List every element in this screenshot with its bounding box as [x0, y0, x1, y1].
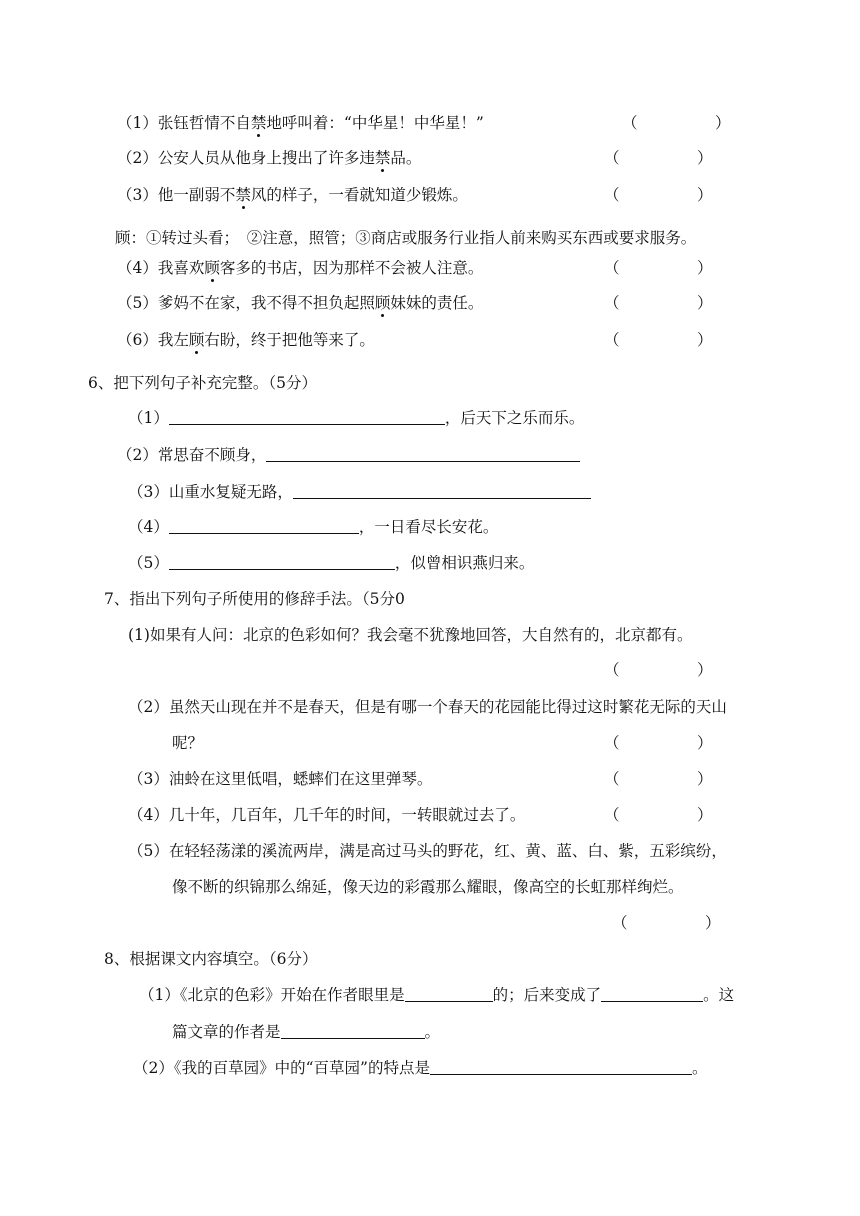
q6-item-4-number: （4） — [128, 518, 169, 536]
q7-item-3-answer[interactable]: （ ） — [604, 770, 713, 788]
q8-item-2-text-a: （2）《我的百草园》中的“百草园”的特点是 — [133, 1059, 430, 1077]
q8-item-1-text-c: 。这 — [703, 986, 735, 1004]
q7-item-5-line-1: （5）在轻轻荡漾的溪流两岸，满是高过马头的野花，红、黄、蓝、白、紫，五彩缤纷， — [128, 842, 727, 860]
q5-item-5-key: 顾 — [374, 294, 391, 312]
q5-item-2-answer[interactable]: （ ） — [604, 149, 713, 167]
q5-item-1 — [117, 113, 484, 133]
q7-title: 7、指出下列句子所使用的修辞手法。（5分0 — [104, 590, 405, 608]
q5-item-6-answer[interactable]: （ ） — [604, 331, 713, 349]
q5-item-5-answer[interactable]: （ ） — [604, 294, 713, 312]
q5-item-6-post: 右盼，终于把他等来了。 — [204, 331, 375, 349]
q5-item-1-key: 禁 — [250, 114, 267, 132]
q5-item-6 — [117, 330, 375, 350]
q8-item-2-blank[interactable] — [430, 1058, 692, 1075]
q5-item-2 — [117, 148, 421, 168]
q5-item-2-post: 品。 — [390, 149, 422, 167]
q6-item-1-text: ，后天下之乐而乐。 — [444, 409, 585, 427]
q7-item-4-answer[interactable]: （ ） — [604, 806, 713, 824]
q8-item-1-text-a: （1）《北京的色彩》开始在作者眼里是 — [139, 986, 405, 1004]
q7-item-4: （4）几十年，几百年，几千年的时间，一转眼就过去了。 — [128, 806, 526, 824]
q8-item-1-text-b: 的；后来变成了 — [492, 986, 602, 1004]
gu-definition: 顾：①转过头看； ②注意，照管；③商店或服务行业指人前来购买东西或要求服务。 — [115, 229, 697, 247]
q6-item-3-blank[interactable] — [293, 482, 591, 499]
q5-item-1-post: 地呼叫着：“中华星！中华星！” — [266, 114, 484, 132]
q8-item-1-blank-3[interactable] — [281, 1022, 425, 1039]
q7-item-2-line-2: 呢？ — [172, 734, 204, 752]
q7-item-2-line-1: （2）虽然天山现在并不是春天，但是有哪一个春天的花园能比得过这时繁花无际的天山 — [128, 698, 727, 716]
q8-item-1-blank-1[interactable] — [405, 985, 493, 1002]
q6-item-2 — [117, 445, 580, 465]
q5-item-3-pre: （3）他一副弱不 — [117, 186, 236, 204]
q5-item-5-post: 妹妹的责任。 — [390, 294, 484, 312]
q5-item-4 — [117, 258, 483, 278]
q8-item-2 — [133, 1058, 707, 1078]
q7-item-2-answer[interactable]: （ ） — [604, 734, 713, 752]
q5-item-4-answer[interactable]: （ ） — [604, 259, 713, 277]
q8-item-1-blank-2[interactable] — [601, 985, 703, 1002]
q6-item-1-number: （1） — [128, 409, 169, 427]
q7-item-5-answer[interactable]: （ ） — [612, 914, 721, 932]
q5-item-6-key: 顾 — [188, 331, 205, 349]
q5-item-3-answer[interactable]: （ ） — [604, 186, 713, 204]
q5-item-2-pre: （2）公安人员从他身上搜出了许多违 — [117, 149, 375, 167]
q6-item-4 — [128, 517, 498, 537]
q5-item-4-key: 顾 — [204, 259, 220, 277]
q5-item-2-key: 禁 — [374, 149, 391, 167]
q8-item-1-line-1 — [139, 985, 734, 1005]
q8-item-2-text-b: 。 — [691, 1059, 708, 1077]
q6-item-1 — [128, 408, 584, 428]
q8-item-1-text-d: 篇文章的作者是 — [172, 1023, 281, 1041]
q5-item-6-pre: （6）我左 — [117, 331, 189, 349]
q5-item-3 — [117, 185, 468, 205]
q5-item-3-post: 风的样子，一看就知道少锻炼。 — [250, 186, 468, 204]
q7-item-1-answer[interactable]: （ ） — [604, 661, 713, 679]
q6-item-5-text: ，似曾相识燕归来。 — [394, 554, 535, 572]
q6-item-4-blank[interactable] — [169, 517, 359, 534]
q8-item-1-line-2 — [172, 1022, 440, 1042]
q5-item-4-pre: （4）我喜欢 — [117, 259, 205, 277]
q6-title: 6、把下列句子补充完整。（5分） — [88, 374, 317, 392]
q5-item-5 — [117, 293, 483, 313]
q5-item-5-pre: （5）爹妈不在家，我不得不担负起照 — [117, 294, 375, 312]
q6-item-5 — [128, 553, 534, 573]
q6-item-5-blank[interactable] — [169, 553, 395, 570]
q6-item-2-blank[interactable] — [266, 445, 580, 462]
q6-item-5-number: （5） — [128, 554, 169, 572]
q6-item-3-text: （3）山重水复疑无路， — [128, 483, 293, 501]
q8-item-1-text-e: 。 — [424, 1023, 441, 1041]
q6-item-2-text: （2）常思奋不顾身， — [117, 446, 267, 464]
q7-item-5-line-2: 像不断的织锦那么绵延，像天边的彩霞那么耀眼，像高空的长虹那样绚烂。 — [172, 878, 684, 896]
q5-item-1-answer[interactable]: （ ） — [622, 114, 731, 132]
q6-item-3 — [128, 482, 591, 502]
q7-item-1: (1)如果有人问：北京的色彩如何？我会毫不犹豫地回答，大自然有的，北京都有。 — [128, 626, 693, 644]
q5-item-3-key: 禁 — [235, 186, 251, 204]
q6-item-4-text: ，一日看尽长安花。 — [358, 518, 499, 536]
q6-item-1-blank[interactable] — [169, 408, 445, 425]
q5-item-4-post: 客多的书店，因为那样不会被人注意。 — [219, 259, 484, 277]
q5-item-1-pre: （1）张钰哲情不自 — [117, 114, 251, 132]
q7-item-3: （3）油蛉在这里低唱，蟋蟀们在这里弹琴。 — [128, 770, 433, 788]
q8-title: 8、根据课文内容填空。（6分） — [104, 950, 318, 968]
